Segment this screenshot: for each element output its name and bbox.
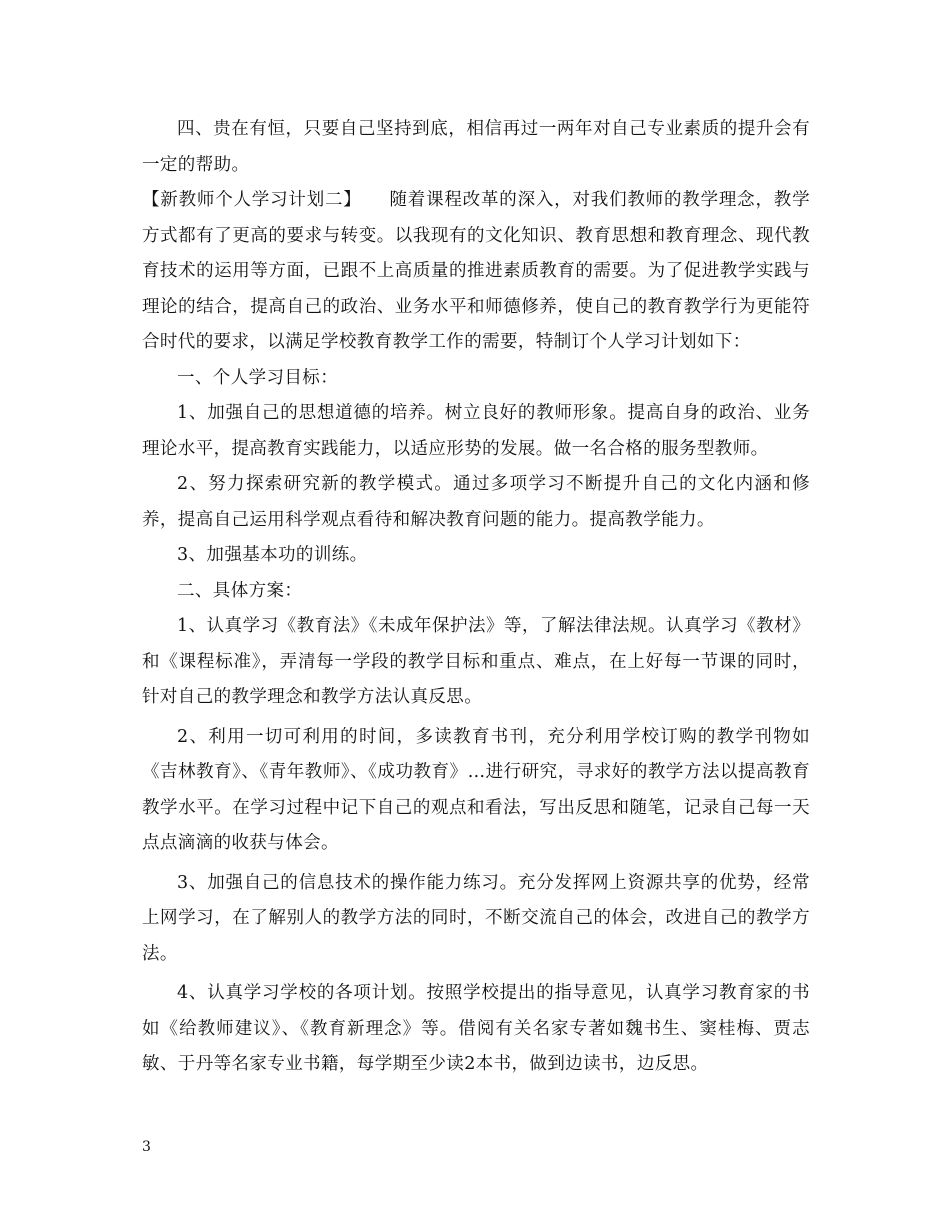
paragraph-goal-2: 2、努力探索研究新的教学模式。通过多项学习不断提升自己的文化内涵和修养，提高自己运用科学观点看待和解决教育问题的能力。提高教学能力。 xyxy=(142,474,810,530)
page-number: 3 xyxy=(142,1139,151,1155)
paragraph-perseverance: 四、贵在有恒，只要自己坚持到底，相信再过一两年对自己专业素质的提升会有一定的帮助。 xyxy=(142,119,810,175)
paragraph-plan-two-intro: 【新教师个人学习计划二】 随着课程改革的深入，对我们教师的教学理念，教学方式都有了更高的要求与转变。以我现有的文化知识、教育思想和教育理念、现代教育技术的运用等方面，已跟不上高质量的推进素质教育的需要。为了促进教学实践与理论的结合，提高自己的政治、业务水平和师德修养，使自己的教育教学行为更能符合时代的要求，以满足学校教育教学工作的需要，特制订个人学习计划如下： xyxy=(142,190,810,352)
paragraph-plan-2: 2、利用一切可利用的时间，多读教育书刊，充分利用学校订购的教学刊物如《吉林教育》、《青年教师》、《成功教育》…进行研究，寻求好的教学方法以提高教育教学水平。在学习过程中记下自己的观点和看法，写出反思和随笔，记录自己每一天点点滴滴的收获与体会。 xyxy=(142,726,810,853)
paragraph-plan-1: 1、认真学习《教育法》《未成年保护法》等，了解法律法规。认真学习《教材》和《课程标准》，弄清每一学段的教学目标和重点、难点，在上好每一节课的同时，针对自己的教学理念和教学方法认真反思。 xyxy=(142,616,810,707)
paragraph-goal-1: 1、加强自己的思想道德的培养。树立良好的教师形象。提高自身的政治、业务理论水平，提高教育实践能力，以适应形势的发展。做一名合格的服务型教师。 xyxy=(142,403,810,459)
paragraph-plan-4: 4、认真学习学校的各项计划。按照学校提出的指导意见，认真学习教育家的书如《给教师建议》、《教育新理念》等。借阅有关名家专著如魏书生、窦桂梅、贾志敏、于丹等名家专业书籍，每学期至少读2本书，做到边读书，边反思。 xyxy=(142,983,810,1074)
document-body xyxy=(142,112,810,1083)
heading-learning-goals: 一、个人学习目标： xyxy=(177,367,339,388)
paragraph-goal-3: 3、加强基本功的训练。 xyxy=(177,545,368,565)
paragraph-plan-3: 3、加强自己的信息技术的操作能力练习。充分发挥网上资源共享的优势，经常上网学习，在了解别人的教学方法的同时，不断交流自己的体会，改进自己的教学方法。 xyxy=(142,872,810,964)
heading-specific-plan: 二、具体方案： xyxy=(177,580,303,601)
